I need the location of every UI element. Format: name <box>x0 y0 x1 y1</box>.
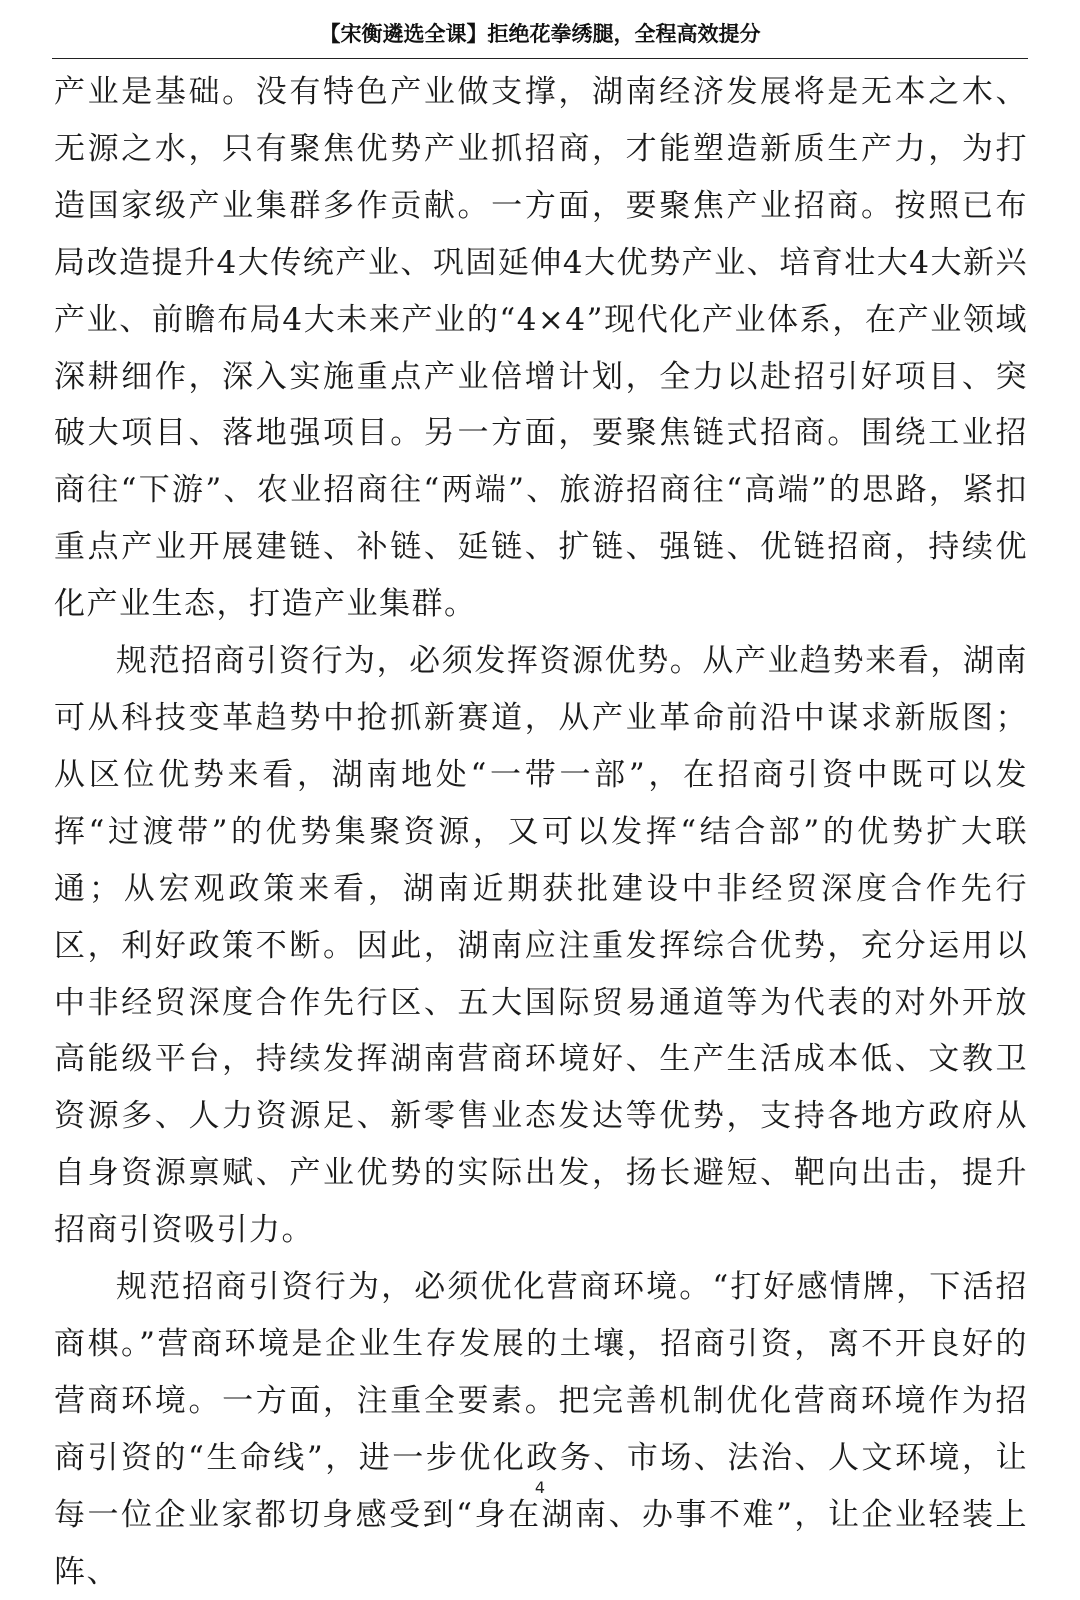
page-header-title: 【宋衡遴选全课】拒绝花拳绣腿，全程高效提分 <box>319 22 761 46</box>
paragraph-continued: 产业是基础。没有特色产业做支撑，湖南经济发展将是无本之木、无源之水，只有聚焦优势产业抓招商，才能塑造新质生产力，为打造国家级产业集群多作贡献。一方面，要聚焦产业招商。按照已布局改造提升4大传统产业、巩固延伸4大优势产业、培育壮大4大新兴产业、前瞻布局4大未来产业的“4×4”现代化产业体系，在产业领域深耕细作，深入实施重点产业倍增计划，全力以赴招引好项目、突破大项目、落地强项目。另一方面，要聚焦链式招商。围绕工业招商往“下游”、农业招商往“两端”、旅游招商往“高端”的思路，紧扣重点产业开展建链、补链、延链、扩链、强链、优链招商，持续优化产业生态，打造产业集群。 <box>54 74 1028 623</box>
paragraph-resource-advantage: 规范招商引资行为，必须发挥资源优势。从产业趋势来看，湖南可从科技变革趋势中抢抓新赛道，从产业革命前沿中谋求新版图；从区位优势来看，湖南地处“一带一部”，在招商引资中既可以发挥“过渡带”的优势集聚资源，又可以发挥“结合部”的优势扩大联通；从宏观政策来看，湖南近期获批建设中非经贸深度合作先行区，利好政策不断。因此，湖南应注重发挥综合优势，充分运用以中非经贸深度合作先行区、五大国际贸易通道等为代表的对外开放高能级平台，持续发挥湖南营商环境好、生产生活成本低、文教卫资源多、人力资源足、新零售业态发达等优势，支持各地方政府从自身资源禀赋、产业优势的实际出发，扬长避短、靶向出击，提升招商引资吸引力。 <box>54 643 1028 1249</box>
header-divider <box>52 58 1028 59</box>
page-number: 4 <box>534 1478 546 1497</box>
document-body <box>54 64 1028 1600</box>
paragraph-business-environment: 规范招商引资行为，必须优化营商环境。“打好感情牌，下活招商棋。”营商环境是企业生存发展的土壤，招商引资，离不开良好的营商环境。一方面，注重全要素。把完善机制优化营商环境作为招商引资的“生命线”，进一步优化政务、市场、法治、人文环境，让每一位企业家都切身感受到“身在湖南、办事不难”，让企业轻装上阵、 <box>54 1269 1028 1590</box>
